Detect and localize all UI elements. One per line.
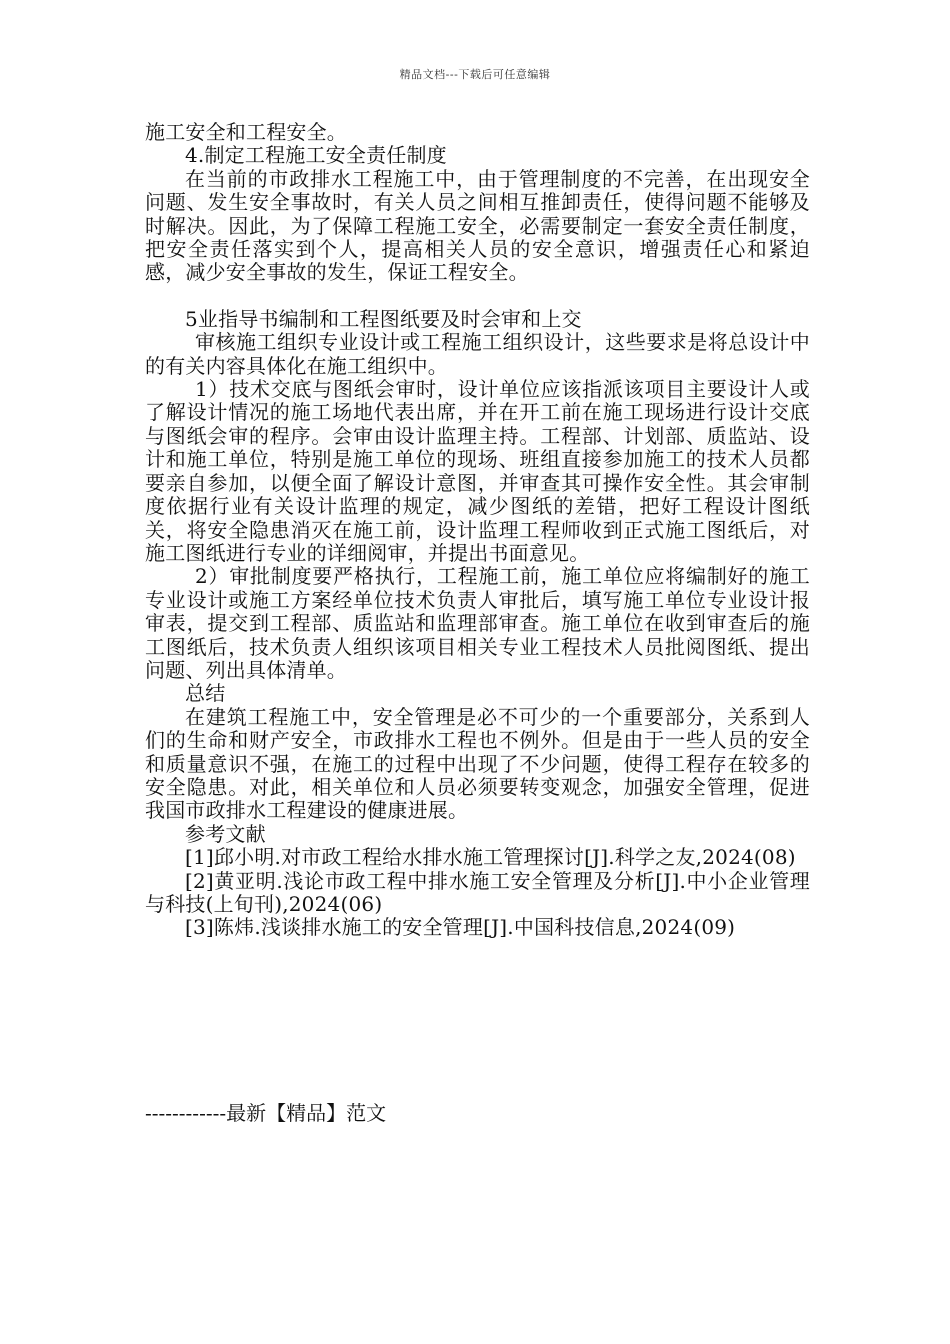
- paragraph-safety-responsibility: 在当前的市政排水工程施工中，由于管理制度的不完善，在出现安全问题、发生安全事故时，有关人员之间相互推卸责任，使得问题不能够及时解决。因此，为了保障工程施工安全，必需要制定一套安全责任制度，把安全责任落实到个人，提高相关人员的安全意识，增强责任心和紧迫感，减少安全事故的发生，保证工程安全。: [145, 166, 810, 285]
- page-footer: ------------最新【精品】范文: [145, 1101, 387, 1125]
- section-heading-references: 参考文献: [185, 821, 266, 846]
- reference-item: [2]黄亚明.浅论市政工程中排水施工安全管理及分析[J].中小企业管理与科技(上旬刊),2024(06): [145, 868, 810, 916]
- page-header: 精品文档---下载后可任意编辑: [399, 68, 551, 81]
- section-heading-4: 4.制定工程施工安全责任制度: [185, 143, 447, 168]
- paragraph-gap: [145, 285, 810, 308]
- paragraph-item-1: 1）技术交底与图纸会审时，设计单位应该指派该项目主要设计人或了解设计情况的施工场地代表出席，并在开工前在施工现场进行设计交底与图纸会审的程序。会审由设计监理主持。工程部、计划部、质监站、设计和施工单位，特别是施工单位的现场、班组直接参加施工的技术人员都要亲自参加，以便全面了解设计意图，并审查其可操作安全性。其会审制度依据行业有关设计监理的规定，减少图纸的差错，把好工程设计图纸关，将安全隐患消灭在施工前，设计监理工程师收到正式施工图纸后，对施工图纸进行专业的详细阅审，并提出书面意见。: [145, 377, 810, 565]
- reference-item: [1]邱小明.对市政工程给水排水施工管理探讨[J].科学之友,2024(08): [185, 845, 796, 870]
- paragraph-item-2: 2）审批制度要严格执行，工程施工前，施工单位应将编制好的施工专业设计或施工方案经单位技术负责人审批后，填写施工单位专业设计报审表，提交到工程部、质监站和监理部审查。施工单位在收到审查后的施工图纸后，技术负责人组织该项目相关专业工程技术人员批阅图纸、提出问题、列出具体清单。: [145, 564, 810, 682]
- paragraph-continuation: 施工安全和工程安全。: [145, 120, 347, 144]
- reference-item: [3]陈炜.浅谈排水施工的安全管理[J].中国科技信息,2024(09): [185, 915, 736, 940]
- paragraph-review-design: 审核施工组织专业设计或工程施工组织设计，这些要求是将总设计中的有关内容具体化在施工组织中。: [145, 330, 810, 378]
- document-body: [145, 121, 810, 940]
- paragraph-summary: 在建筑工程施工中，安全管理是必不可少的一个重要部分，关系到人们的生命和财产安全，市政排水工程也不例外。但是由于一些人员的安全和质量意识不强，在施工的过程中出现了不少问题，使得工程存在较多的安全隐患。对此，相关单位和人员必须要转变观念，加强安全管理，促进我国市政排水工程建设的健康进展。: [145, 704, 810, 823]
- section-heading-5: 5业指导书编制和工程图纸要及时会审和上交: [185, 306, 582, 331]
- section-heading-summary: 总结: [185, 681, 226, 706]
